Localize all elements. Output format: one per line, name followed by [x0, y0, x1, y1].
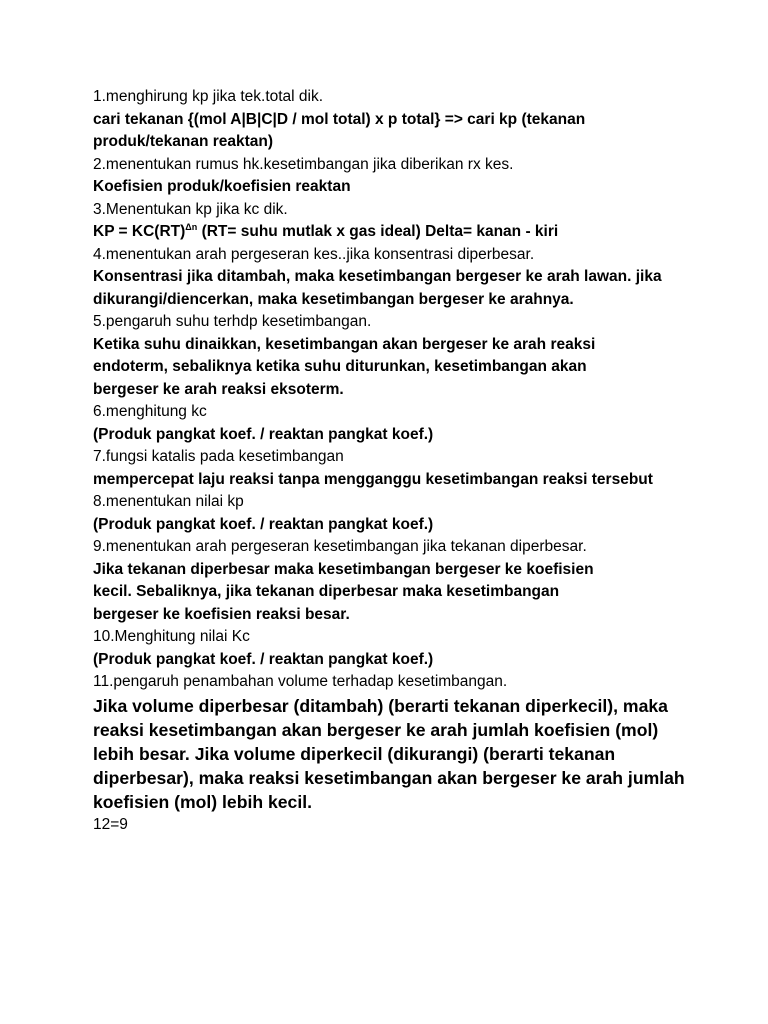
answer-3-formula: KP = KC(RT)	[93, 223, 186, 240]
document-body	[93, 86, 733, 836]
question-6: 6.menghitung kc	[93, 403, 207, 420]
question-4: 4.menentukan arah pergeseran kes..jika konsentrasi diperbesar.	[93, 245, 535, 263]
footer-note: 12=9	[93, 815, 128, 833]
question-7: 7.fungsi katalis pada kesetimbangan	[93, 448, 344, 465]
answer-6: (Produk pangkat koef. / reaktan pangkat koef.)	[93, 425, 434, 443]
answer-4: Konsentrasi jika ditambah, maka kesetimbangan bergeser ke arah lawan. jika dikurangi/diencerkan, maka kesetimbangan bergeser ke arahnya.	[93, 268, 662, 308]
answer-3	[93, 221, 733, 244]
question-1: 1.menghirung kp jika tek.total dik.	[93, 88, 324, 105]
answer-10: (Produk pangkat koef. / reaktan pangkat koef.)	[93, 650, 434, 668]
question-9: 9.menentukan arah pergeseran kesetimbangan jika tekanan diperbesar.	[93, 538, 587, 555]
question-8: 8.menentukan nilai kp	[93, 493, 244, 510]
question-11: 11.pengaruh penambahan volume terhadap kesetimbangan.	[93, 673, 508, 690]
answer-3-explanation: (RT= suhu mutlak x gas ideal) Delta= kanan - kiri	[197, 223, 559, 240]
answer-1: cari tekanan {(mol A|B|C|D / mol total) x p total} => cari kp (tekanan produk/tekanan reaktan)	[93, 110, 586, 150]
question-3: 3.Menentukan kp jika kc dik.	[93, 200, 288, 218]
question-10: 10.Menghitung nilai Kc	[93, 628, 250, 645]
answer-7: mempercepat laju reaksi tanpa mengganggu kesetimbangan reaksi tersebut	[93, 470, 653, 488]
question-2: 2.menentukan rumus hk.kesetimbangan jika diberikan rx kes.	[93, 155, 514, 173]
answer-11: Jika volume diperbesar (ditambah) (berarti tekanan diperkecil), maka reaksi kesetimbangan akan bergeser ke arah jumlah koefisien (mol) lebih besar. Jika volume diperkecil (dikurangi) (berarti tekanan diperbesar), maka reaksi kesetimbangan akan bergeser ke arah jumlah koefisien (mol) lebih kecil.	[93, 695, 685, 812]
answer-2: Koefisien produk/koefisien reaktan	[93, 178, 351, 195]
question-5: 5.pengaruh suhu terhdp kesetimbangan.	[93, 313, 372, 330]
answer-8: (Produk pangkat koef. / reaktan pangkat koef.)	[93, 515, 434, 533]
answer-5: Ketika suhu dinaikkan, kesetimbangan akan bergeser ke arah reaksi endoterm, sebaliknya ketika suhu diturunkan, kesetimbangan akan bergeser ke arah reaksi eksoterm.	[93, 335, 596, 398]
delta-n-superscript: Δn	[185, 222, 198, 232]
answer-9: Jika tekanan diperbesar maka kesetimbangan bergeser ke koefisien kecil. Sebaliknya, jika tekanan diperbesar maka kesetimbangan bergeser ke koefisien reaksi besar.	[93, 560, 594, 623]
